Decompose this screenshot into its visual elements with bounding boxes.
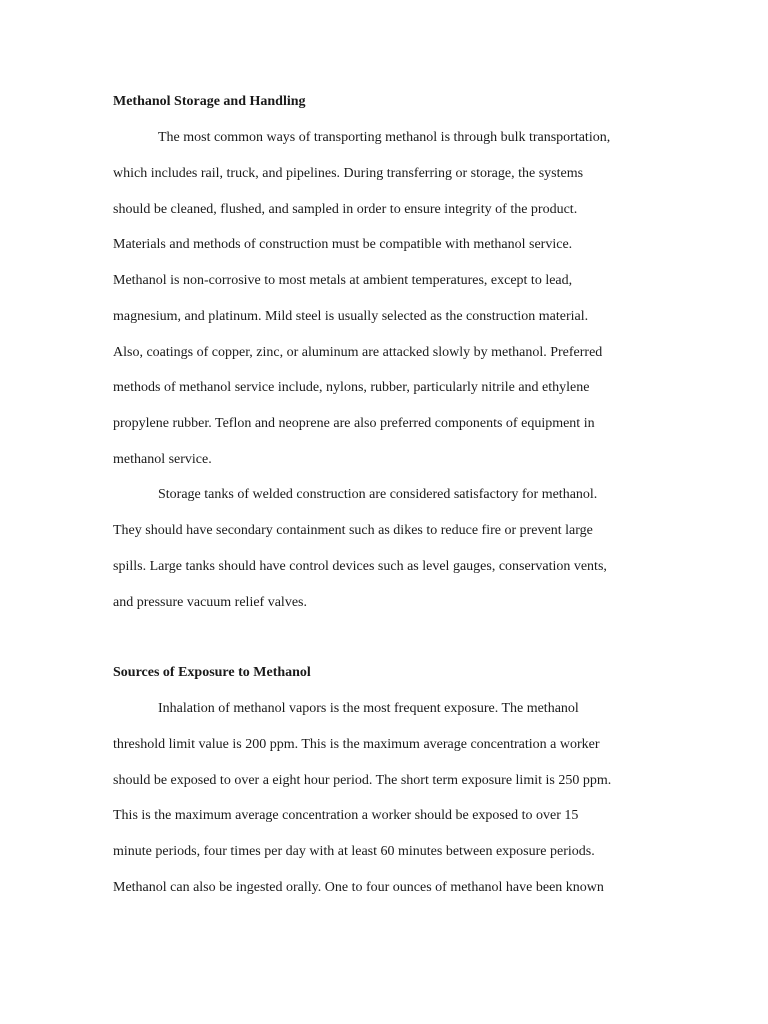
text-line: propylene rubber. Teflon and neoprene are also preferred components of equipment in bbox=[113, 416, 595, 431]
text-line: which includes rail, truck, and pipelines. During transferring or storage, the systems bbox=[113, 166, 584, 181]
text-line: minute periods, four times per day with at least 60 minutes between exposure periods. bbox=[113, 844, 595, 859]
text-line: spills. Large tanks should have control devices such as level gauges, conservation vents, bbox=[113, 559, 607, 574]
text-line: magnesium, and platinum. Mild steel is usually selected as the construction material. bbox=[113, 309, 589, 324]
text-line: This is the maximum average concentration a worker should be exposed to over 15 bbox=[113, 808, 579, 823]
section-heading-exposure: Sources of Exposure to Methanol bbox=[113, 665, 311, 680]
text-line: Methanol can also be ingested orally. One to four ounces of methanol have been known bbox=[113, 880, 604, 895]
text-line: Materials and methods of construction must be compatible with methanol service. bbox=[113, 237, 573, 252]
text-line: methanol service. bbox=[113, 452, 212, 467]
text-line: and pressure vacuum relief valves. bbox=[113, 595, 307, 610]
text-line: Methanol is non-corrosive to most metals at ambient temperatures, except to lead, bbox=[113, 273, 573, 288]
text-line: The most common ways of transporting methanol is through bulk transportation, bbox=[158, 130, 611, 145]
text-line: Storage tanks of welded construction are considered satisfactory for methanol. bbox=[158, 487, 598, 502]
text-line: methods of methanol service include, nylons, rubber, particularly nitrile and ethylene bbox=[113, 380, 590, 395]
text-line: Also, coatings of copper, zinc, or aluminum are attacked slowly by methanol. Preferred bbox=[113, 345, 603, 360]
text-line: They should have secondary containment such as dikes to reduce fire or prevent large bbox=[113, 523, 593, 538]
text-line: threshold limit value is 200 ppm. This is the maximum average concentration a worker bbox=[113, 737, 600, 752]
text-line: should be exposed to over a eight hour period. The short term exposure limit is 250 ppm. bbox=[113, 773, 612, 788]
text-line: Inhalation of methanol vapors is the most frequent exposure. The methanol bbox=[158, 701, 579, 716]
section-heading-storage: Methanol Storage and Handling bbox=[113, 94, 306, 109]
text-line: should be cleaned, flushed, and sampled in order to ensure integrity of the product. bbox=[113, 202, 578, 217]
